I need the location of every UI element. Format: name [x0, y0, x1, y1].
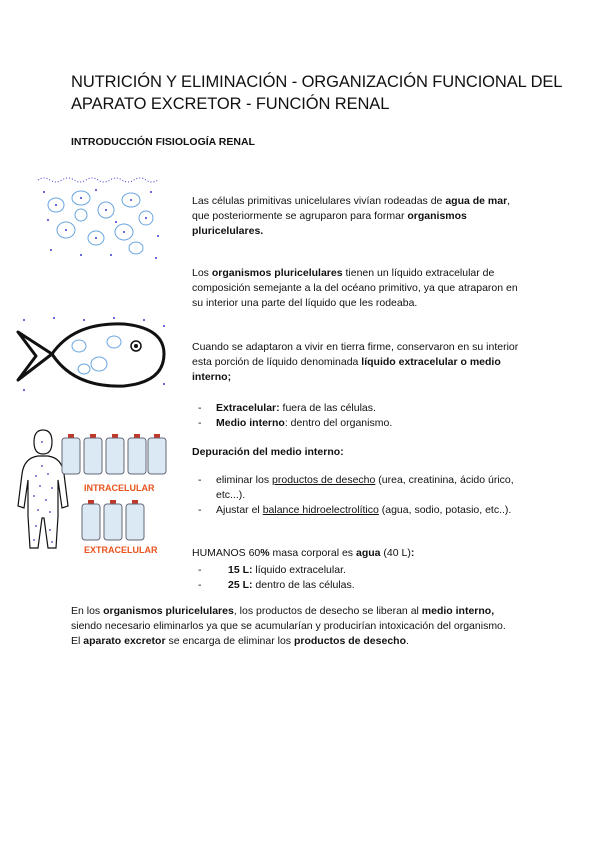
depuracion-heading: Depuración del medio interno: — [192, 446, 344, 458]
paragraph-primitive-cells: Las células primitivas unicelulares vivían rodeadas de agua de mar, que posteriormente se agruparon para formar organismos pluricelulares. — [192, 195, 511, 237]
label-intracelular: INTRACELULAR — [84, 483, 155, 493]
section-subtitle: INTRODUCCIÓN FISIOLOGÍA RENAL — [71, 136, 255, 148]
primitive-cells-illustration — [36, 170, 166, 265]
fish-illustration — [14, 314, 174, 396]
closing-paragraph: En los organismos pluricelulares, los productos de desecho se liberan al medio interno, siendo necesario eliminarlos ya que se acumularían y producirían intoxicación del organismo. El aparato excretor se encarga de eliminar los productos de desecho. — [71, 605, 506, 647]
list-item: - Extracelular: fuera de las células. — [192, 401, 522, 416]
humanos-paragraph: HUMANOS 60% masa corporal es agua (40 L): - 15 L: líquido extracelular. - 25 L: dentro de las células. — [192, 546, 522, 593]
list-depuracion — [192, 473, 522, 518]
paragraph-extracellular-fluid: Cuando se adaptaron a vivir en tierra firme, conservaron en su interior esta porción de líquido denominada líquido extracelular o medio interno; — [192, 341, 519, 383]
label-extracelular: EXTRACELULAR — [84, 545, 158, 555]
list-item: - 25 L: dentro de las células. — [192, 578, 522, 593]
list-item: - Medio interno: dentro del organismo. — [192, 416, 522, 431]
paragraph-pluricellular: Los organismos pluricelulares tienen un líquido extracelular de composición semejante a la del océano primitivo, ya que atraparon en su interior una parte del líquido que les rodeaba. — [192, 267, 518, 309]
intracellular-jars — [60, 432, 168, 478]
list-item: - Ajustar el balance hidroelectrolítico (agua, sodio, potasio, etc..). — [192, 503, 522, 518]
list-item: - 15 L: líquido extracelular. — [192, 563, 522, 578]
page-title: NUTRICIÓN Y ELIMINACIÓN - ORGANIZACIÓN FUNCIONAL DEL APARATO EXCRETOR - FUNCIÓN RENAL — [71, 73, 562, 113]
extracellular-jars — [80, 498, 146, 544]
list-definitions — [192, 401, 522, 431]
list-item: - eliminar los productos de desecho (urea, creatinina, ácido úrico, etc...). — [192, 473, 522, 503]
